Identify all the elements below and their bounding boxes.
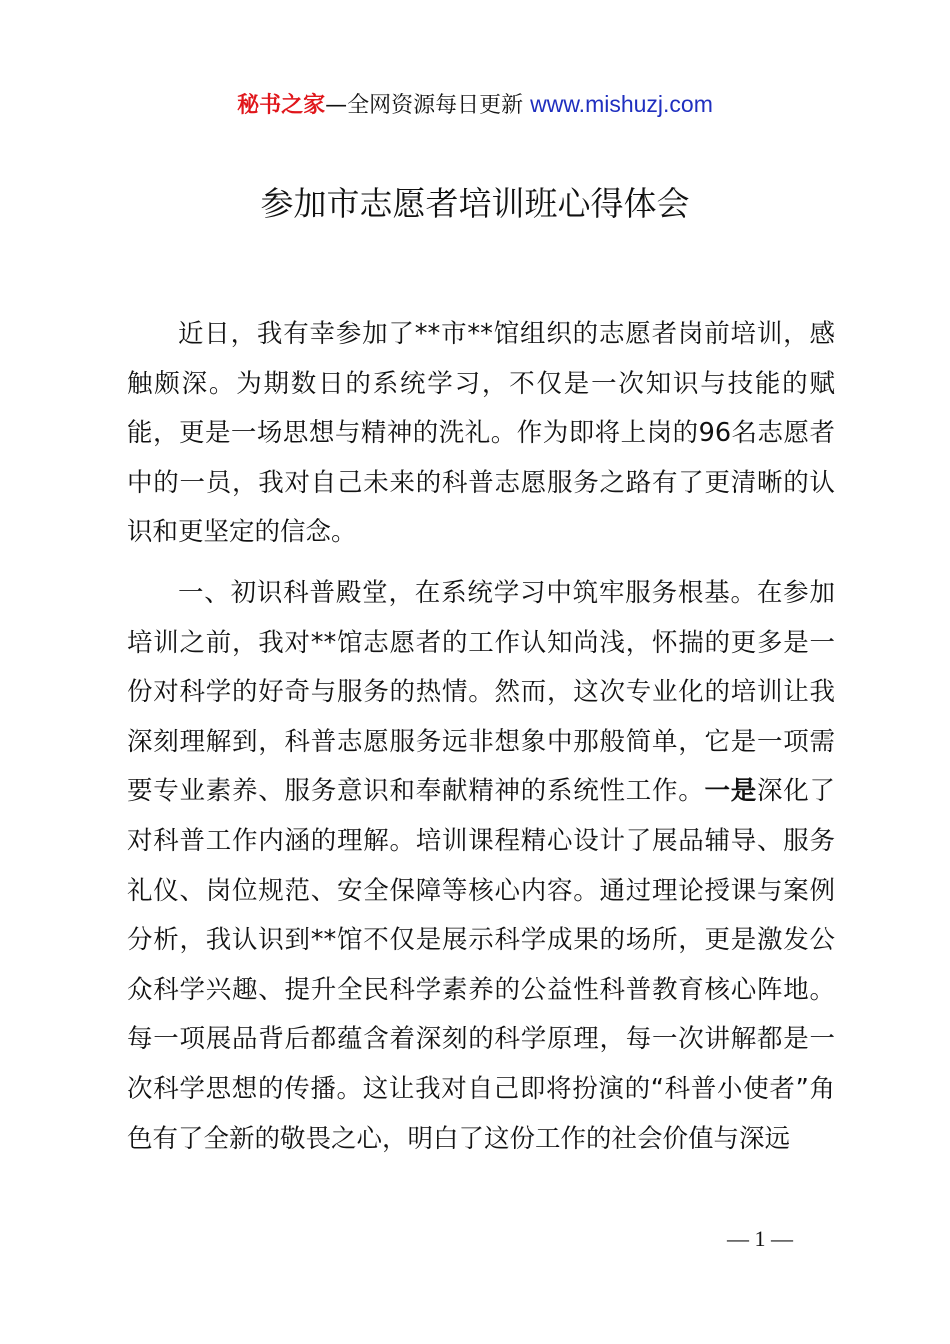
section-one-text: 一、初识科普殿堂，在系统学习中筑牢服务根基。在参加培训之前，我对**馆志愿者的工作认知尚浅，怀揣的更多是一份对科学的好奇与服务的热情。然而，这次专业化的培训让我深刻理解到，科普志愿服务远非想象中那般简单，它是一项需要专业素养、服务意识和奉献精神的系统性工作。 [127,577,835,807]
brand-name: 秘书之家 [237,93,326,118]
section-one-text-continued: 深化了对科普工作内涵的理解。培训课程精心设计了展品辅导、服务礼仪、岗位规范、安全保障等核心内容。通过理论授课与案例分析，我认识到**馆不仅是展示科学成果的场所，更是激发公众科学兴趣、提升全民科学素养的公益性科普教育核心阵地。每一项展品背后都蕴含着深刻的科学原理，每一次讲解都是一次科学思想的传播。这让我对自己即将扮演的“科普小使者”角色有了全新的敬畏之心，明白了这份工作的社会价值与深远 [127,776,835,1154]
site-url-link[interactable]: www.mishuzj.com [530,91,713,117]
emphasis-yi-shi: 一是 [704,776,757,807]
paragraph-intro: 近日，我有幸参加了**市**馆组织的志愿者岗前培训，感触颇深。为期数日的系统学习，不仅是一次知识与技能的赋能，更是一场思想与精神的洗礼。作为即将上岗的96名志愿者中的一员，我对自己未来的科普志愿服务之路有了更清晰的认识和更坚定的信念。 [127,319,835,548]
document-title: 参加市志愿者培训班心得体会 [260,184,690,223]
header-tagline: —全网资源每日更新 [325,93,531,118]
site-header [0,88,950,122]
document-body [127,310,835,1175]
page-number: — 1 — [727,1226,793,1251]
paragraph-section-one [127,569,835,1164]
